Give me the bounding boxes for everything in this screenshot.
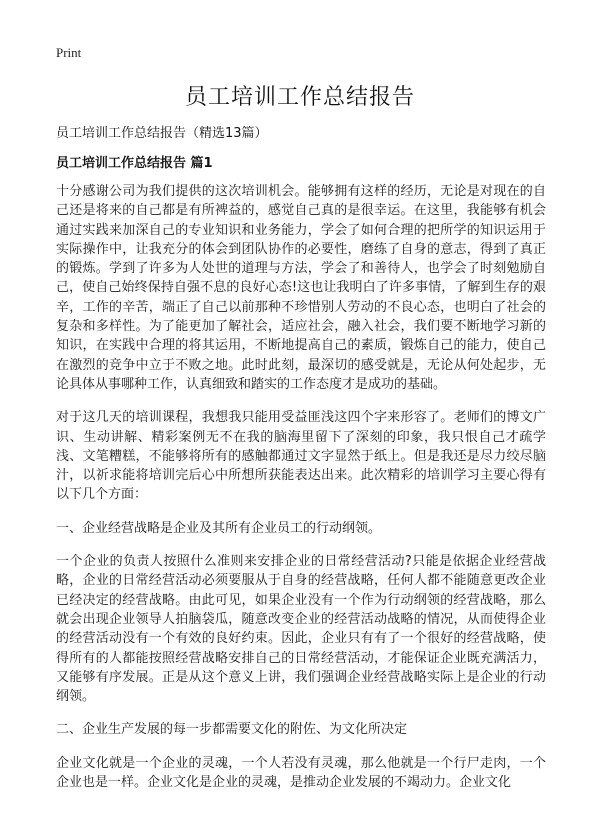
document-subtitle: 员工培训工作总结报告（精选13篇） (56, 126, 268, 141)
paragraph: 十分感谢公司为我们提供的这次培训机会。能够拥有这样的经历，无论是对现在的自己还是将来的自己都是有所裨益的，感觉自己真的是很幸运。在这里，我能够有机会通过实践来加深自己的专业知识和业务能力，学会了如何合理的把所学的知识运用于实际操作中，让我充分的体会到团队协作的必要性，磨练了自身的意志，得到了真正的锻炼。学到了许多为人处世的道理与方法，学会了和善待人，也学会了时刻勉励自己，使自己始终保持自强不息的良好心态!这也让我明白了许多事情，了解到生存的艰辛，工作的辛苦，端正了自己以前那种不珍惜别人劳动的不良心态，也明白了社会的复杂和多样性。为了能更加了解社会，适应社会，融入社会，我们要不断地学习新的知识，在实践中合理的将其运用，不断地提高自己的素质，锻炼自己的能力，使自己在激烈的竞争中立于不败之地。此时此刻，最深切的感受就是，无论从何处起步，无论具体从事哪种工作，认真细致和踏实的工作态度才是成功的基础。 (56, 184, 546, 392)
print-link[interactable]: Print (56, 45, 82, 60)
document-body (56, 182, 546, 806)
chapter-heading: 员工培训工作总结报告 篇1 (56, 156, 213, 171)
section-heading: 二、企业生产发展的每一步都需要文化的附佐、为文化所决定 (56, 722, 408, 738)
paragraph: 企业文化就是一个企业的灵魂，一个人若没有灵魂，那么他就是一个行尸走肉，一个企业也是一样。企业文化是企业的灵魂，是推动企业发展的不竭动力。企业文化 (56, 755, 546, 791)
paragraph: 一个企业的负责人按照什么准则来安排企业的日常经营活动?只能是依据企业经营战略，企业的日常经营活动必须要服从于自身的经营战略，任何人都不能随意更改企业已经决定的经营战略。由此可见，如果企业没有一个作为行动纲领的经营战略，那么就会出现企业领导人拍脑袋瓜，随意改变企业的经营活动战略的情况，从而使得企业的经营活动没有一个有效的良好约束。因此，企业只有有了一个很好的经营战略，使得所有的人都能按照经营战略安排自己的日常经营活动，才能保证企业既充满活力，又能够有序发展。正是从这个意义上讲，我们强调企业经营战略实际上是企业的行动纲领。 (56, 554, 546, 705)
section-heading: 一、企业经营战略是企业及其所有企业员工的行动纲领。 (56, 520, 382, 536)
paragraph: 对于这几天的培训课程，我想我只能用受益匪浅这四个字来形容了。老师们的博文广识、生动讲解、精彩案例无不在我的脑海里留下了深刻的印象，我只恨自己才疏学浅、文笔糟糕，不能够将所有的感触都通过文字显然于纸上。但是我还是尽力绞尽脑汁，以祈求能将培训完后心中所想所获能表达出来。此次精彩的培训学习主要心得有以下几个方面： (56, 410, 546, 503)
page-title: 员工培训工作总结报告 (184, 85, 415, 110)
